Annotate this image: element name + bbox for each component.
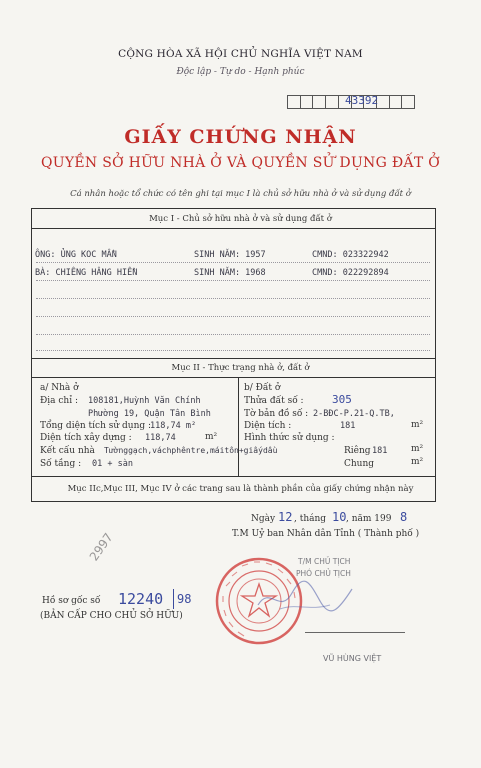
dotted-line [36,298,430,299]
pencil-note: 2997 [86,530,116,564]
certificate-title: GIẤY CHỨNG NHẬN [124,126,357,148]
land-area-value: 181 [340,421,356,431]
dotted-line [36,350,430,351]
date-year-digit: 8 [400,510,408,524]
serial-number: 43392 [345,94,379,107]
file-record-separator [173,589,174,609]
dotted-line [36,316,430,317]
footer-divider [31,476,436,477]
file-record-year: 98 [177,592,192,606]
file-record-note: (BẢN CẤP CHO CHỦ SỞ HỮU) [40,611,183,621]
built-area-unit: m² [205,432,218,442]
owner1-birth: SINH NĂM: 1957 [194,250,266,260]
shared-label: Chung [344,459,375,469]
section2-divider [31,377,436,378]
owner1-name: ÔNG: ỦNG KOC MẦN [35,250,117,260]
map-value: 2-BĐC-P.21-Q.TB, [313,409,395,419]
section2-heading: Mục II - Thực trạng nhà ở, đất ở [171,363,310,373]
land-heading: b/ Đất ở [244,383,281,393]
signature-title1: T/M CHỦ TỊCH [298,557,351,566]
signature-title2: PHÓ CHỦ TỊCH [296,569,351,578]
map-label: Tờ bản đồ số : [244,409,309,419]
floors-label: Số tầng : [40,459,82,469]
parcel-value: 305 [332,393,352,406]
motto: Độc lập - Tự do - Hạnh phúc [176,67,305,77]
address-line1: 108181,Huỳnh Văn Chính [88,396,201,406]
file-record-label: Hồ sơ gốc số [42,596,101,606]
intro-text: Cá nhân hoặc tổ chức có tên ghi tại mục I là chủ sở hữu nhà ở và sử dụng đất ở [70,189,411,199]
date-month-label: , tháng [294,514,327,524]
address-label: Địa chỉ : [40,396,78,406]
dotted-line [36,262,430,263]
house-heading: a/ Nhà ở [40,383,79,393]
total-area-label: Tổng diện tích sử dụng : [40,421,152,431]
usage-label: Hình thức sử dụng : [244,433,335,443]
land-area-unit: m² [411,420,424,430]
section2-top-divider [31,358,436,359]
date-month: 10 [332,510,347,524]
parcel-label: Thửa đất số : [244,396,304,406]
structure-value: Tườnggạch,váchphêntre,máitôn+giấydầu [104,446,278,455]
footer-note: Mục IIc,Mục III, Mục IV ở các trang sau là thành phần của giấy chứng nhận này [67,484,414,494]
section1-divider [31,228,436,229]
private-unit: m² [411,444,424,454]
dotted-line [36,280,430,281]
file-record-number: 12240 [118,590,164,608]
signer-name: VŨ HÙNG VIỆT [323,654,382,663]
dotted-line [36,334,430,335]
owner2-birth: SINH NĂM: 1968 [194,268,266,278]
built-area-value: 118,74 [145,433,176,443]
column-divider [238,377,239,476]
authority: T.M Uỷ ban Nhân dân Tỉnh ( Thành phố ) [232,529,420,539]
signature-line [305,632,405,633]
republic-header: CỘNG HÒA XÃ HỘI CHỦ NGHĨA VIỆT NAM [118,48,363,60]
date-day: 12 [278,510,293,524]
floors-value: 01 + sàn [92,459,133,469]
certificate-subtitle: QUYỀN SỞ HỮU NHÀ Ở VÀ QUYỀN SỬ DỤNG ĐẤT Ở [40,155,441,171]
private-value: 181 [372,446,388,456]
date-year-label: , năm 199 [346,514,392,524]
built-area-label: Diện tích xây dựng : [40,433,132,443]
handwritten-signature [250,575,360,620]
total-area-value: 118,74 m² [150,421,197,431]
section1-heading: Mục I - Chủ sở hữu nhà ở và sử dụng đất ở [149,214,332,224]
owner2-name: BÀ: CHIÊNG HÂNG HIỀN [35,268,138,278]
shared-unit: m² [411,457,424,467]
date-prefix: Ngày [251,514,276,524]
structure-label: Kết cấu nhà [40,446,95,456]
address-line2: Phường 19, Quận Tân Bình [88,409,211,419]
land-area-label: Diện tích : [244,421,292,431]
private-label: Riêng [344,446,371,456]
owner1-id: CMND: 023322942 [312,250,389,260]
owner2-id: CMND: 022292894 [312,268,389,278]
